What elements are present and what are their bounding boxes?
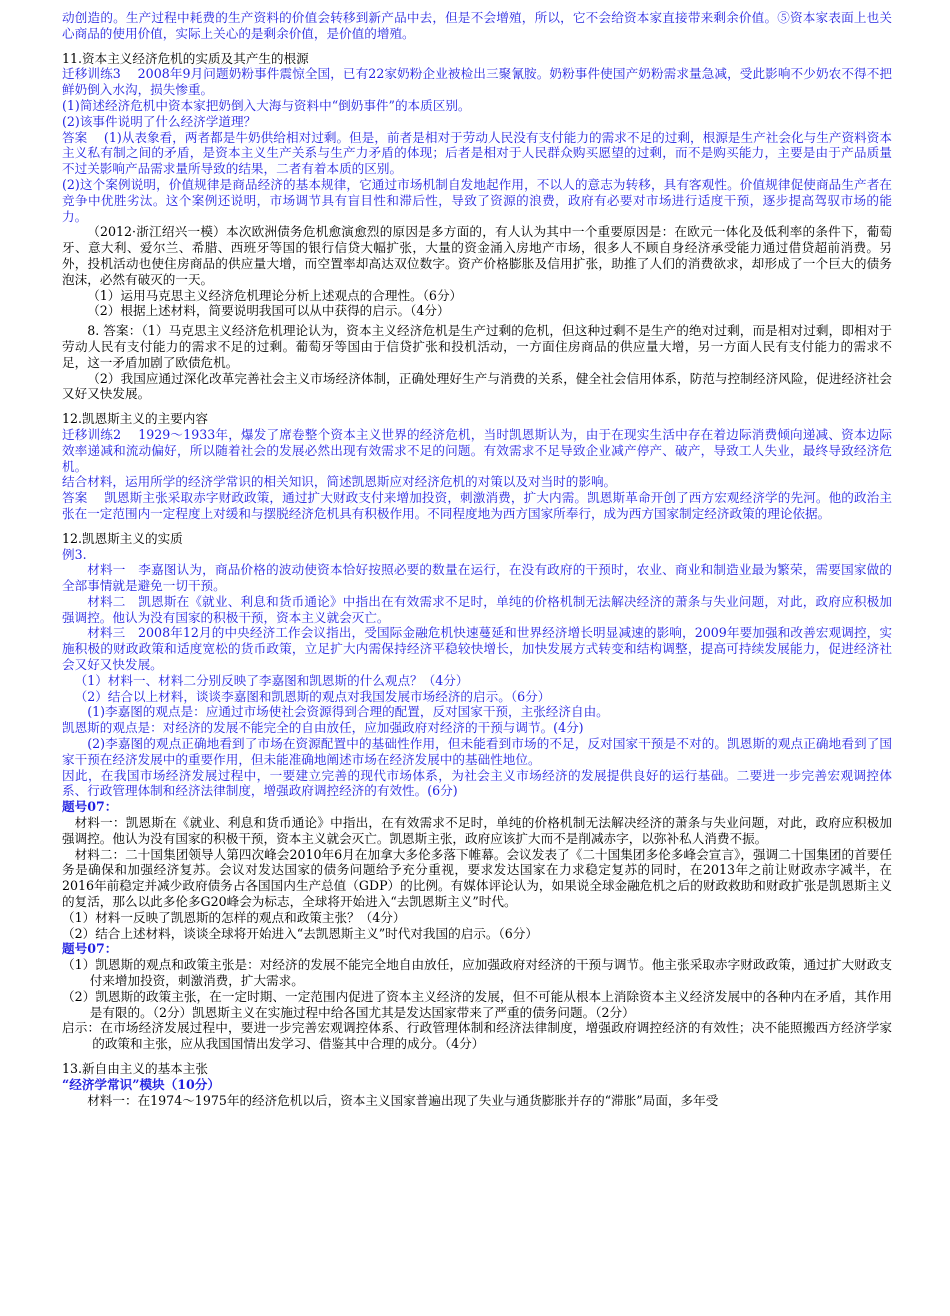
- s12b-material-3: 材料三 2008年12月的中央经济工作会议指出，受国际金融危机快速蔓延和世界经济增长明显减速的影响，2009年要加强和改善宏观调控，实施积极的财政政策和适度宽松的货币政策，立足扩大内需保持经济平稳较快增长，加快发展方式转变和结构调整，提高可持续发展能力，促进经济社会又好又快发展。: [62, 625, 892, 673]
- s11-material-q2: （2）根据上述材料，简要说明我国可以从中获得的启示。（4分）: [87, 303, 450, 319]
- s12b-answer-3: (2)李嘉图的观点正确地看到了市场在资源配置中的基础性作用，但未能看到市场的不足，反对国家干预是不对的。凯恩斯的观点正确地看到了国家干预在经济发展中的重要作用，但未能准确地阐述市场在经济发展中的基础性地位。: [62, 736, 892, 767]
- s12b-answer-1: (1)李嘉图的观点是：应通过市场使社会资源得到合理的配置，反对国家干预，主张经济自由。: [87, 704, 609, 720]
- s12b-reply-1: （1）凯恩斯的观点和政策主张是：对经济的发展不能完全地自由放任，应加强政府对经济的干预与调节。他主张采取赤字财政政策，通过扩大财政支付来增加投资，刺激消费，扩大需求。: [62, 957, 892, 989]
- s12b-answer-4: 因此，在我国市场经济发展过程中，一要建立完善的现代市场体系，为社会主义市场经济的发展提供良好的运行基础。二要进一步完善宏观调控体系、行政管理体制和经济法律制度，增强政府调控经济的有效性。(6分): [62, 767, 892, 799]
- s12b-material-b: 材料二：二十国集团领导人第四次峰会2010年6月在加拿大多伦多落下帷幕。会议发表了《二十国集团多伦多峰会宣言》，强调二十国集团的首要任务是确保和加强经济复苏。会议对发达国家的债务问题给予充分重视，要求发达国家在力求稳定复苏的同时，在2013年之前让财政赤字减半，在2016年前稳定并减少政府债务占各国国内生产总值（GDP）的比例。有媒体评论认为，如果说全球金融危机之后的财政救助和财政扩张是凯恩斯主义的复活，那么以此多伦多G20峰会为标志，全球将开始进入“去凯恩斯主义”时代。: [62, 846, 892, 910]
- s12b-question-1: （1）材料一、材料二分别反映了李嘉图和凯恩斯的什么观点？（4分）: [74, 672, 469, 688]
- s12b-answer-2: 凯恩斯的观点是：对经济的发展不能完全的自由放任，应加强政府对经济的干预与调节。(4分): [62, 720, 584, 736]
- section-12a-heading: 12.凯恩斯主义的主要内容: [62, 411, 208, 427]
- s12b-material-2: 材料二 凯恩斯在《就业、利息和货币通论》中指出在有效需求不足时，单纯的价格机制无法解决经济的萧条与失业问题，对此，政府应积极加强调控。他认为没有国家的积极干预，资本主义就会灭亡。: [62, 593, 892, 625]
- document-page: [62, 10, 892, 1108]
- s12b-reply-3: 启示：在市场经济发展过程中，要进一步完善宏观调控体系、行政管理体制和经济法律制度，增强政府调控经济的有效性；决不能照搬西方经济学家的政策和主张，应从我国国情出发学习、借鉴其中合理的成分。（4分）: [62, 1020, 892, 1052]
- section-11-heading: 11.资本主义经济危机的实质及其产生的根源: [62, 50, 309, 66]
- s11-answer-1: 答案 (1)从表象看，两者都是牛奶供给相对过剩。但是，前者是相对于劳动人民没有支付能力的需求不足的过剩，根源是生产社会化与生产资料资本主义私有制之间的矛盾，是资本主义生产关系与生产力矛盾的体现；后者是相对于人民群众购买愿望的过剩，而不是购买能力，主要是由于产品质量不过关影响产品需求量所导致的结果，二者有着本质的区别。: [62, 129, 892, 177]
- s13-material-1: 材料一：在1974～1975年的经济危机以后，资本主义国家普遍出现了失业与通货膨胀并存的“滞胀”局面，多年受: [87, 1092, 719, 1108]
- s13-module-title: “经济学常识”模块（10分）: [62, 1076, 220, 1092]
- s11-question: 迁移训练3 2008年9月问题奶粉事件震惊全国，已有22家奶粉企业被检出三聚氰胺。奶粉事件使国产奶粉需求量急减，受此影响不少奶农不得不把鲜奶倒入水沟，损失惨重。: [62, 66, 892, 98]
- s12b-example-label: 例3.: [62, 546, 87, 562]
- s12a-answer: 答案 凯恩斯主张采取赤字财政政策，通过扩大财政支付来增加投资，刺激消费，扩大内需。凯恩斯革命开创了西方宏观经济学的先河。他的政治主张在一定范围内一定程度上对缓和与摆脱经济危机具有积极作用。不同程度地为西方国家所奉行，成为西方国家制定经济政策的理论依据。: [62, 490, 892, 521]
- s12b-subquestion-1: （1）材料一反映了凯恩斯的怎样的观点和政策主张？（4分）: [62, 909, 406, 925]
- s12b-material-1: 材料一 李嘉图认为，商品价格的波动使资本恰好按照必要的数量在运行，在没有政府的干预时，农业、商业和制造业最为繁荣，需要国家做的全部事情就是避免一切干预。: [62, 562, 892, 594]
- s12a-question: 迁移训练2 1929～1933年，爆发了席卷整个资本主义世界的经济危机，当时凯恩斯认为，由于在现实生活中存在着边际消费倾向递减、资本边际效率递减和流动偏好，所以随着社会的发展必然出现有效需求不足的问题。有效需求不足导致企业减产停产、破产，导致工人失业，最终导致经济危机。: [62, 426, 892, 474]
- section-12b-heading: 12.凯恩斯主义的实质: [62, 530, 183, 546]
- s11-question-1: (1)简述经济危机中资本家把奶倒入大海与资料中“倒奶事件”的本质区别。: [62, 97, 471, 113]
- s12b-question-2: （2）结合以上材料，谈谈李嘉图和凯恩斯的观点对我国发展市场经济的启示。（6分）: [74, 688, 551, 704]
- s12a-prompt: 结合材料，运用所学的经济学常识的相关知识，简述凯恩斯应对经济危机的对策以及对当时的影响。: [62, 474, 617, 490]
- s11-question-2: (2)该事件说明了什么经济学道理？: [62, 113, 257, 129]
- s11-answer-2: (2)这个案例说明，价值规律是商品经济的基本规律，它通过市场机制自发地起作用，不以人的意志为转移，具有客观性。价值规律促使商品生产者在竞争中优胜劣汰。这个案例还说明，市场调节具有盲目性和滞后性，导致了资源的浪费，政府有必要对市场进行适度干预，逐步提高驾驭市场的能力。: [62, 176, 892, 224]
- s11-material-q1: （1）运用马克思主义经济危机理论分析上述观点的合理性。（6分）: [87, 287, 463, 303]
- s12b-material-a: 材料一：凯恩斯在《就业、利息和货币通论》中指出，在有效需求不足时，单纯的价格机制无法解决经济的萧条与失业问题，对此，政府应积极加强调控。他认为没有国家的积极干预，资本主义就会灭亡。凯恩斯主张，政府应该扩大而不是削减赤字，以弥补私人消费不振。: [62, 815, 892, 846]
- s12b-reply-2: （2）凯恩斯的政策主张，在一定时期、一定范围内促进了资本主义经济的发展，但不可能从根本上消除资本主义经济发展中的各种内在矛盾，其作用是有限的。（2分）凯恩斯主义在实施过程中给各国尤其是发达国家带来了严重的债务问题。（2分）: [62, 988, 892, 1020]
- s11-answer-3: 8. 答案：（1）马克思主义经济危机理论认为，资本主义经济危机是生产过剩的危机，但这种过剩不是生产的绝对过剩，而是相对过剩，即相对于劳动人民有支付能力的需求不足的过剩。葡萄牙等国由于信贷扩张和投机活动，一方面住房商品的供应量大增，另一方面人民有支付能力的需求不足，这一矛盾加剧了欧债危机。: [62, 323, 892, 370]
- s12b-question-number-1: 题号07：: [62, 799, 118, 815]
- s11-material: （2012·浙江绍兴一模）本次欧洲债务危机愈演愈烈的原因是多方面的，有人认为其中一个重要原因是：在欧元一体化及低利率的条件下，葡萄牙、意大利、爱尔兰、希腊、西班牙等国的银行信贷大幅扩张，大量的资金涌入房地产市场，很多人不顾自身经济承受能力通过借贷超前消费。另外，投机活动也使住房商品的供应量大增，而空置率却高达双位数字。资产价格膨胀及信用扩张，助推了人们的消费欲求，却形成了一个巨大的债务泡沫，必然有破灭的一天。: [62, 224, 892, 287]
- s11-answer-4: （2）我国应通过深化改革完善社会主义市场经济体制，正确处理好生产与消费的关系，健全社会信用体系，防范与控制经济风险，促进经济社会又好又快发展。: [62, 370, 892, 402]
- s12b-subquestion-2: （2）结合上述材料，谈谈全球将开始进入“去凯恩斯主义”时代对我国的启示。（6分）: [62, 925, 538, 941]
- section-13-heading: 13.新自由主义的基本主张: [62, 1061, 208, 1076]
- s12b-question-number-2: 题号07：: [62, 941, 118, 957]
- paragraph-top: 动创造的。生产过程中耗费的生产资料的价值会转移到新产品中去，但是不会增殖，所以，它不会给资本家直接带来剩余价值。⑤资本家表面上也关心商品的使用价值，实际上关心的是剩余价值，是价值的增殖。: [62, 10, 892, 41]
